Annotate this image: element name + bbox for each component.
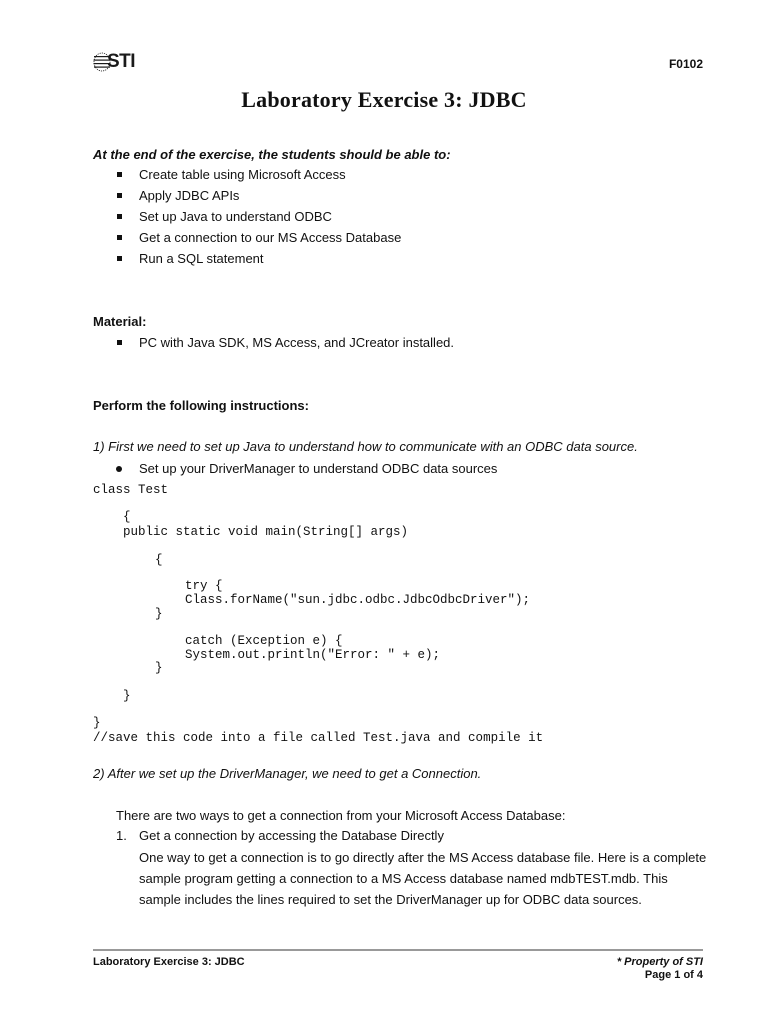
code-comment: //save this code into a file called Test.java and compile it bbox=[93, 731, 544, 745]
bullet-marker bbox=[117, 172, 122, 177]
material-heading: Material: bbox=[93, 314, 147, 329]
footer-rule bbox=[93, 949, 703, 951]
bullet-marker bbox=[117, 214, 122, 219]
code-line: { bbox=[155, 553, 163, 567]
instructions-heading: Perform the following instructions: bbox=[93, 398, 309, 413]
sti-logo bbox=[93, 52, 153, 74]
objective-item: Set up Java to understand ODBC bbox=[139, 209, 332, 224]
document-code: F0102 bbox=[668, 57, 703, 71]
code-line: catch (Exception e) { bbox=[185, 634, 343, 648]
numbered-item-body: sample includes the lines required to set the DriverManager up for ODBC data sources. bbox=[139, 892, 642, 907]
objective-item: Create table using Microsoft Access bbox=[139, 167, 346, 182]
page-number: Page 1 of 4 bbox=[644, 969, 703, 981]
code-line: } bbox=[155, 607, 163, 621]
page-title: Laboratory Exercise 3: JDBC bbox=[241, 87, 527, 112]
objective-item: Get a connection to our MS Access Database bbox=[139, 230, 402, 245]
code-line: System.out.println("Error: " + e); bbox=[185, 648, 441, 662]
material-item: PC with Java SDK, MS Access, and JCreator installed. bbox=[139, 335, 455, 350]
bullet-marker bbox=[117, 256, 122, 261]
objectives-intro: At the end of the exercise, the students should be able to: bbox=[93, 147, 451, 162]
footer-property: * Property of STI bbox=[616, 956, 703, 968]
code-line: } bbox=[155, 661, 163, 675]
step-1-text: 1) First we need to set up Java to understand how to communicate with an ODBC data source. bbox=[93, 439, 638, 454]
numbered-item-body: One way to get a connection is to go directly after the MS Access database file. Here is a complete bbox=[139, 850, 707, 865]
code-line: { bbox=[123, 510, 131, 524]
objective-item: Run a SQL statement bbox=[139, 251, 264, 266]
step-1-bullet: Set up your DriverManager to understand ODBC data sources bbox=[139, 461, 498, 476]
code-line: } bbox=[93, 716, 101, 730]
code-line: Class.forName("sun.jdbc.odbc.JdbcOdbcDriver"); bbox=[185, 593, 531, 607]
code-line: } bbox=[123, 689, 131, 703]
connection-intro: There are two ways to get a connection from your Microsoft Access Database: bbox=[116, 808, 566, 823]
code-line: class Test bbox=[93, 483, 169, 497]
logo-text: STI bbox=[107, 51, 136, 72]
footer-title: Laboratory Exercise 3: JDBC bbox=[93, 956, 245, 968]
objective-item: Apply JDBC APIs bbox=[139, 188, 240, 203]
numbered-item-body: sample program getting a connection to a MS Access database named mdbTEST.mdb. This bbox=[139, 871, 668, 886]
numbered-item-title: Get a connection by accessing the Database Directly bbox=[139, 828, 444, 843]
bullet-marker bbox=[117, 235, 122, 240]
numbered-marker: 1. bbox=[116, 828, 127, 843]
code-line: try { bbox=[185, 579, 223, 593]
step-2-text: 2) After we set up the DriverManager, we need to get a Connection. bbox=[93, 766, 482, 781]
code-line: public static void main(String[] args) bbox=[123, 525, 409, 539]
bullet-marker bbox=[116, 466, 122, 472]
bullet-marker bbox=[117, 340, 122, 345]
bullet-marker bbox=[117, 193, 122, 198]
